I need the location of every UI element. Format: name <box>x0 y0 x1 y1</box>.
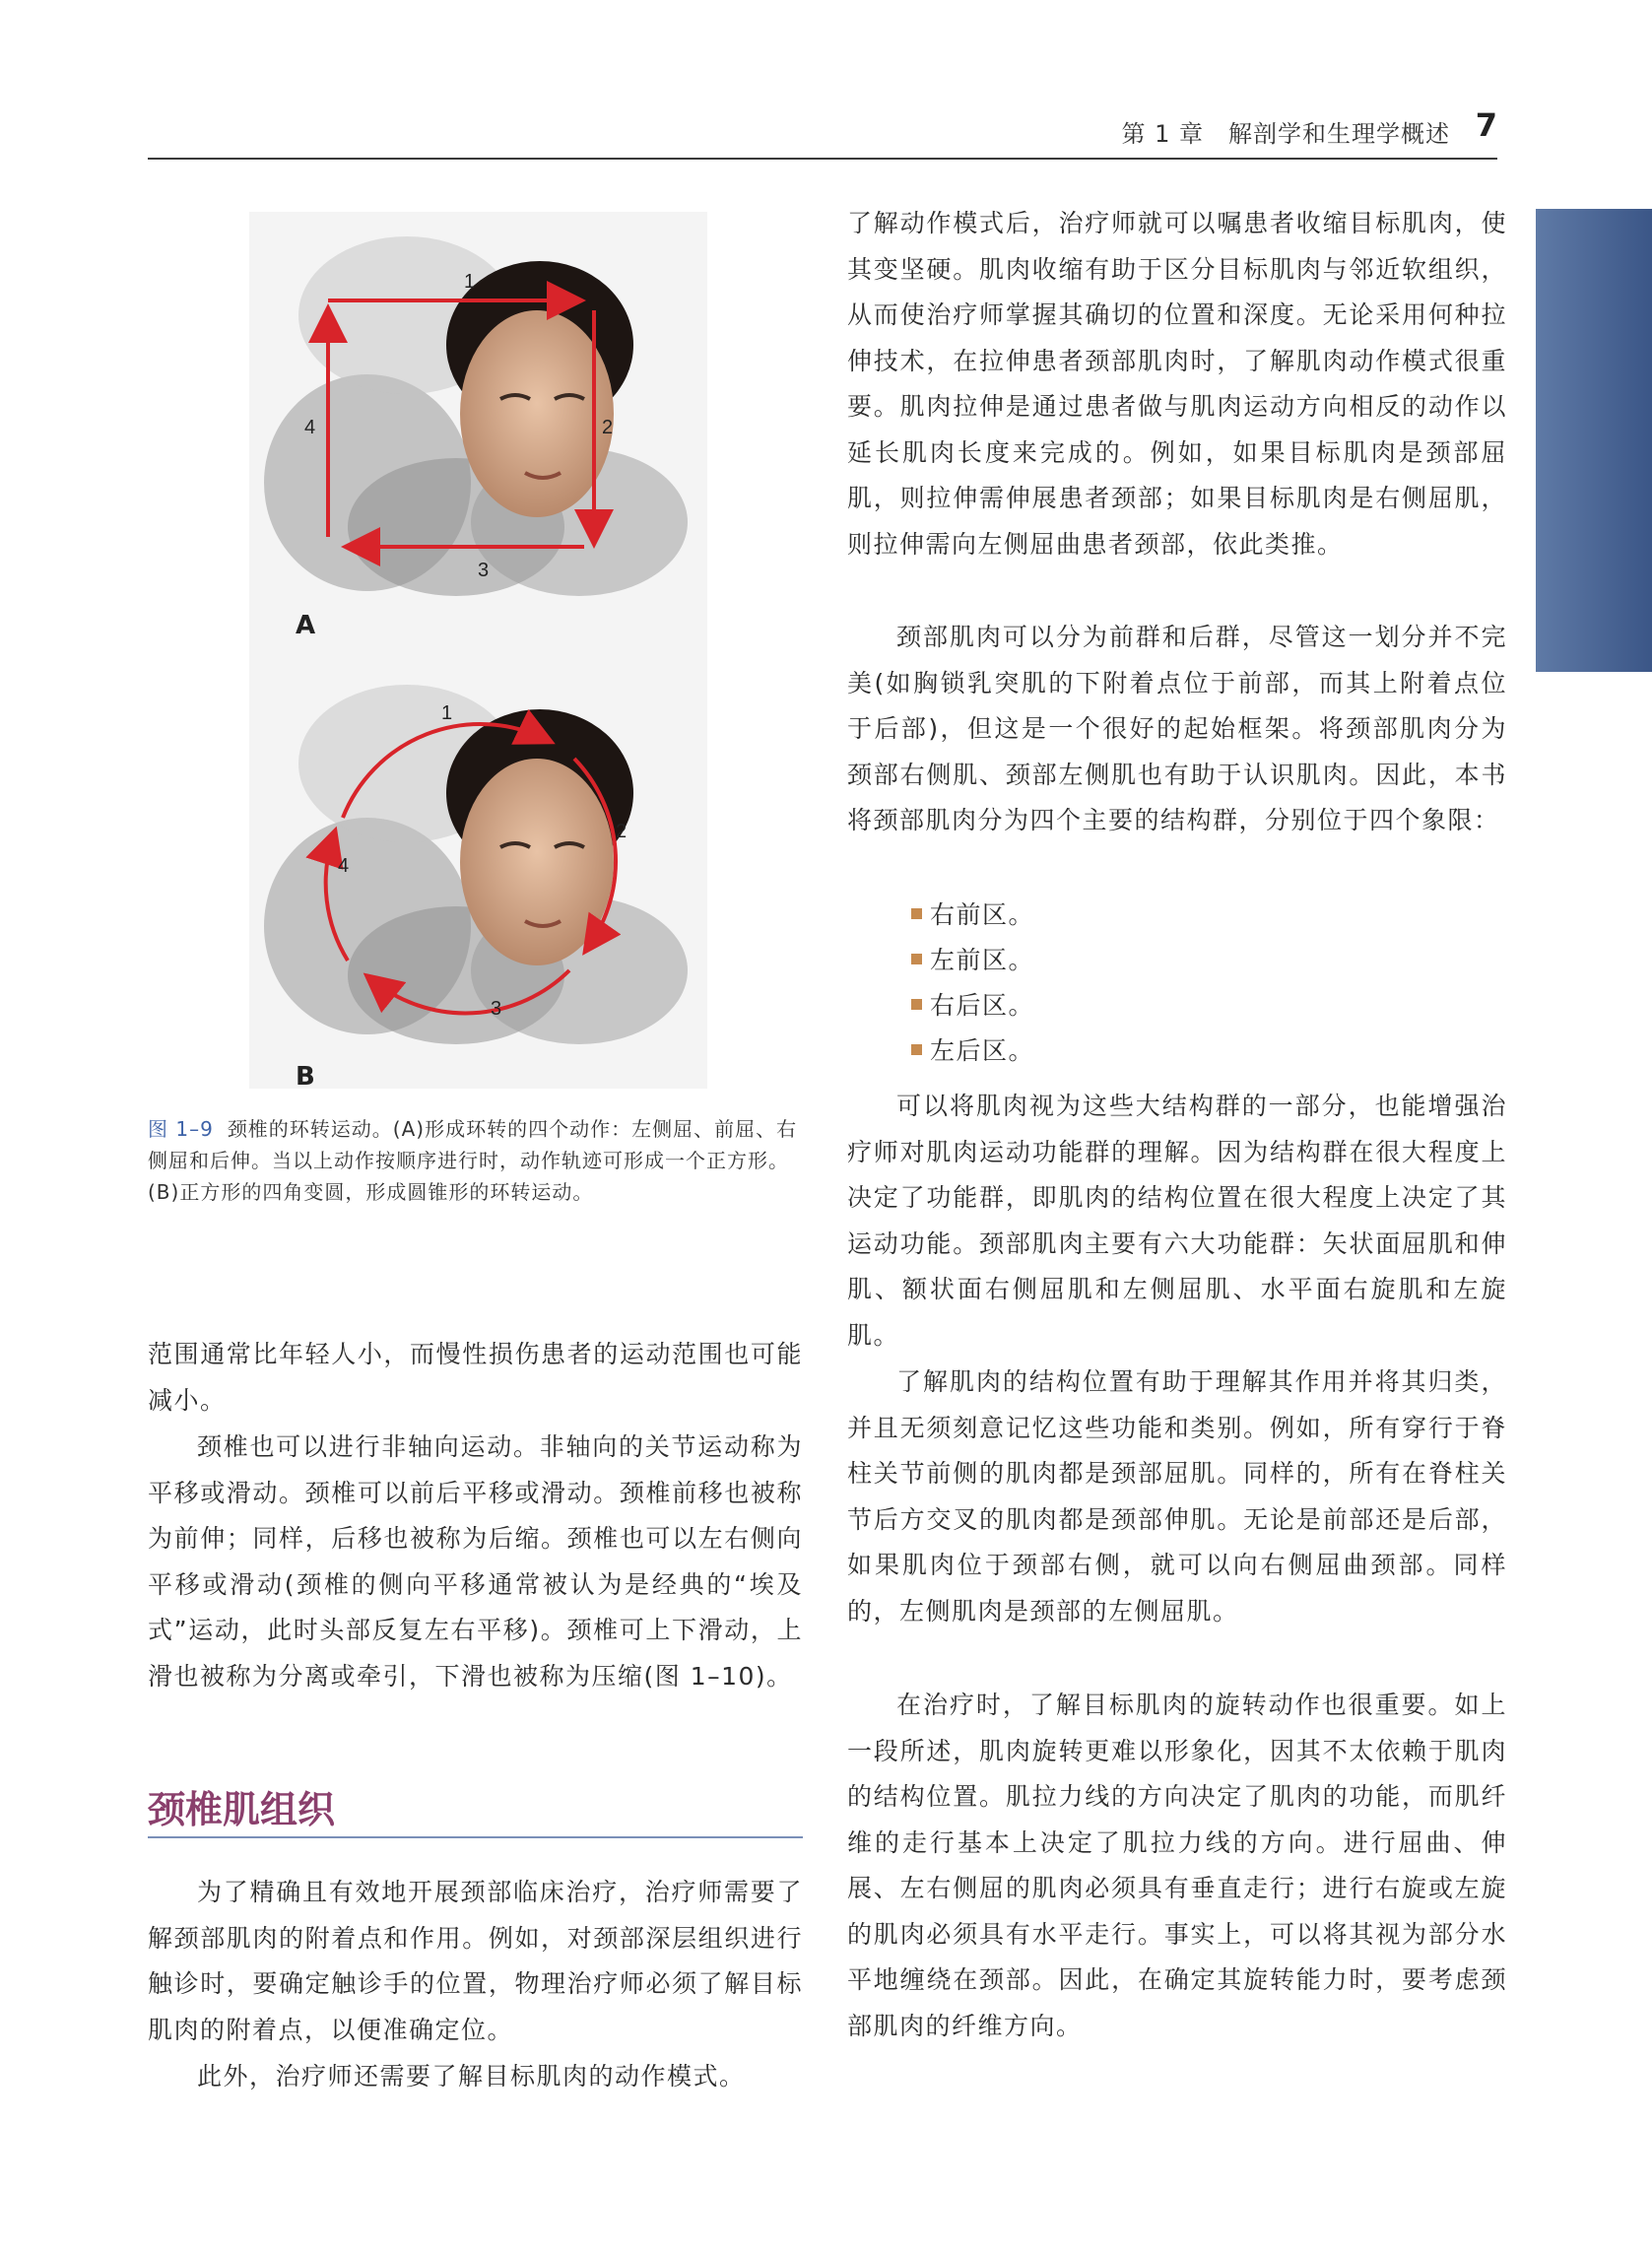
figure-a-illustration <box>249 227 707 601</box>
left-paragraph-1: 范围通常比年轻人小，而慢性损伤患者的运动范围也可能减小。 <box>148 1340 803 1415</box>
arrow-label-4: 4 <box>304 417 316 438</box>
chapter-thumb-tab <box>1536 209 1652 672</box>
bullet-item: 左后区。 <box>911 1029 1034 1074</box>
svg-text:2: 2 <box>616 821 628 842</box>
bullet-item: 右前区。 <box>911 893 1034 938</box>
right-paragraph-2: 颈部肌肉可以分为前群和后群，尽管这一划分并不完美(如胸锁乳突肌的下附着点位于前部，而其上附着点位于后部)，但这是一个很好的起始框架。将颈部肌肉分为颈部右侧肌、颈部左侧肌也有助于认识肌肉。因此，本书将颈部肌肉分为四个主要的结构群，分别位于四个象限： <box>847 623 1507 834</box>
bullet-item: 左前区。 <box>911 938 1034 983</box>
bullet-square-icon <box>911 999 922 1010</box>
bullet-square-icon <box>911 954 922 964</box>
bullet-item: 右后区。 <box>911 983 1034 1029</box>
arrow-label-2: 2 <box>602 417 614 438</box>
figure-number: 图 1–9 <box>148 1117 214 1141</box>
figure-caption-text: 颈椎的环转运动。(A)形成环转的四个动作：左侧屈、前屈、右侧屈和后伸。当以上动作按顺序进行时，动作轨迹可形成一个正方形。(B)正方形的四角变圆，形成圆锥形的环转运动。 <box>148 1117 798 1204</box>
bullet-square-icon <box>911 1044 922 1055</box>
page-number: 7 <box>1475 106 1497 144</box>
figure-b-label: B <box>296 1062 315 1092</box>
figure-b-illustration <box>249 680 707 1054</box>
section-heading-text: 颈椎肌组织 <box>148 1787 336 1831</box>
right-paragraph-1: 了解动作模式后，治疗师就可以嘱患者收缩目标肌肉，使其变坚硬。肌肉收缩有助于区分目标肌肉与邻近软组织，从而使治疗师掌握其确切的位置和深度。无论采用何种拉伸技术，在拉伸患者颈部肌肉时，了解肌肉动作模式很重要。肌肉拉伸是通过患者做与肌肉运动方向相反的动作以延长肌肉长度来完成的。例如，如果目标肌肉是颈部屈肌，则拉伸需伸展患者颈部；如果目标肌肉是右侧屈肌，则拉伸需向左侧屈曲患者颈部，依此类推。 <box>847 209 1507 559</box>
svg-text:4: 4 <box>338 855 350 877</box>
bullet-square-icon <box>911 908 922 919</box>
arrow-label-3: 3 <box>478 560 490 581</box>
section-heading <box>148 1775 803 1838</box>
running-header <box>148 106 1497 160</box>
svg-text:1: 1 <box>441 702 453 724</box>
left-paragraph-3: 为了精确且有效地开展颈部临床治疗，治疗师需要了解颈部肌肉的附着点和作用。例如，对颈部深层组织进行触诊时，要确定触诊手的位置，物理治疗师必须了解目标肌肉的附着点，以便准确定位。 <box>148 1878 803 2044</box>
figure-a-label: A <box>296 611 316 640</box>
right-paragraph-3: 可以将肌肉视为这些大结构群的一部分，也能增强治疗师对肌肉运动功能群的理解。因为结构群在很大程度上决定了功能群，即肌肉的结构位置在很大程度上决定了其运动功能。颈部肌肉主要有六大功能群：矢状面屈肌和伸肌、额状面右侧屈肌和左侧屈肌、水平面右旋肌和左旋肌。 <box>847 1092 1507 1350</box>
arrow-label-1: 1 <box>464 271 476 293</box>
svg-text:3: 3 <box>491 998 502 1020</box>
left-paragraph-4: 此外，治疗师还需要了解目标肌肉的动作模式。 <box>197 2062 746 2091</box>
right-paragraph-5: 在治疗时，了解目标肌肉的旋转动作也很重要。如上一段所述，肌肉旋转更难以形象化，因其不太依赖于肌肉的结构位置。肌拉力线的方向决定了肌肉的功能，而肌纤维的走行基本上决定了肌拉力线的方向。进行屈曲、伸展、左右侧屈的肌肉必须具有垂直走行；进行右旋或左旋的肌肉必须具有水平走行。事实上，可以将其视为部分水平地缠绕在颈部。因此，在确定其旋转能力时，要考虑颈部肌肉的纤维方向。 <box>847 1691 1507 2040</box>
left-paragraph-2: 颈椎也可以进行非轴向运动。非轴向的关节运动称为平移或滑动。颈椎可以前后平移或滑动。颈椎前移也被称为前伸；同样，后移也被称为后缩。颈椎也可以左右侧向平移或滑动(颈椎的侧向平移通常被认为是经典的“埃及式”运动，此时头部反复左右平移)。颈椎可上下滑动，上滑也被称为分离或牵引，下滑也被称为压缩(图 1–10)。 <box>148 1432 803 1691</box>
head-face <box>460 310 614 517</box>
figure-caption <box>148 1113 803 1208</box>
chapter-title: 第 1 章 解剖学和生理学概述 <box>1121 120 1450 148</box>
right-paragraph-4: 了解肌肉的结构位置有助于理解其作用并将其归类，并且无须刻意记忆这些功能和类别。例如，所有穿行于脊柱关节前侧的肌肉都是颈部屈肌。同样的，所有在脊柱关节后方交叉的肌肉都是颈部伸肌。无论是前部还是后部，如果肌肉位于颈部右侧，就可以向右侧屈曲颈部。同样的，左侧肌肉是颈部的左侧屈肌。 <box>847 1367 1507 1626</box>
